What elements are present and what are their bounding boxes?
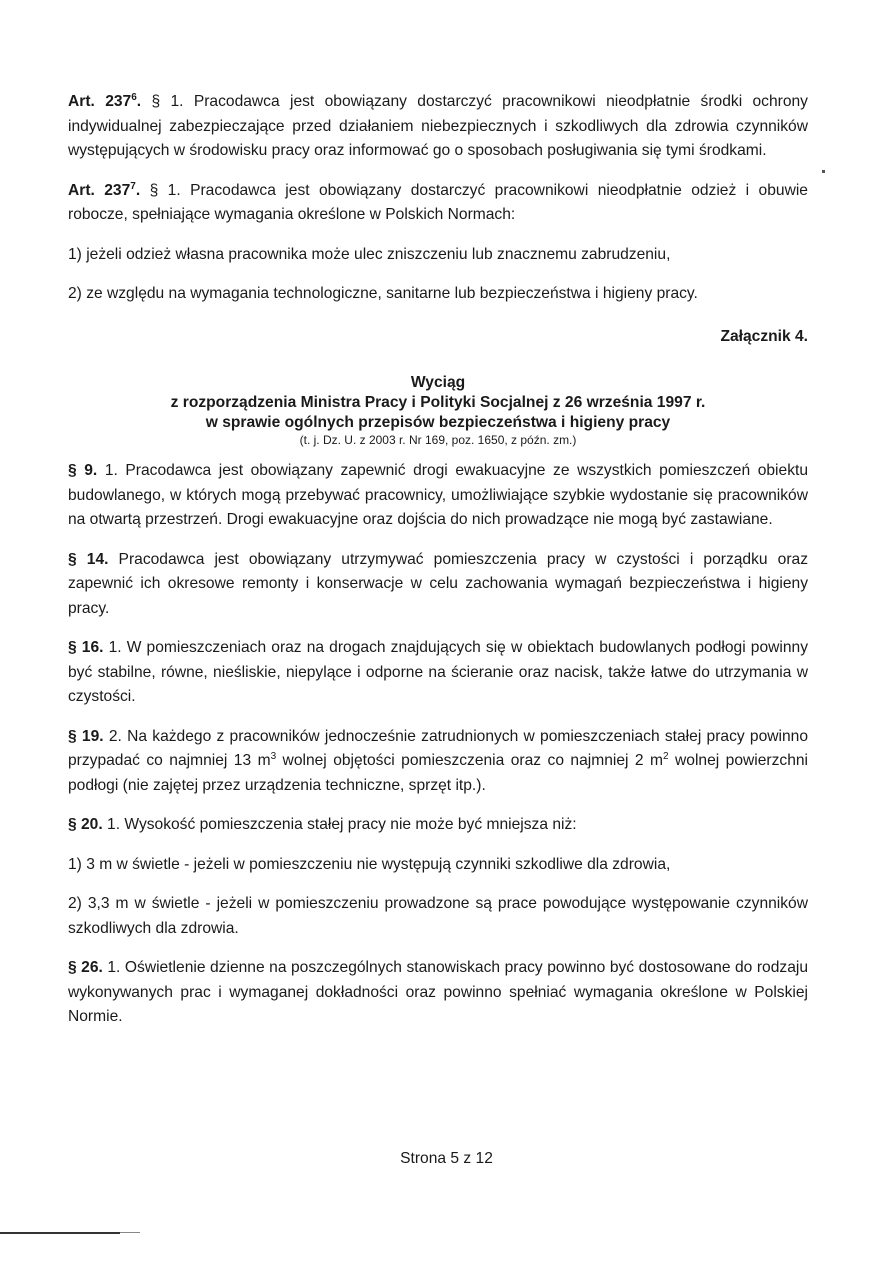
- paragraph-16: [68, 636, 808, 710]
- paragraph-text: Pracodawca jest obowiązany utrzymywać pomieszczenia pracy w czystości i porządku oraz zapewnić ich okresowe remonty i konserwacje w celu zachowania wymagań bezpieczeństwa i higieny pracy.: [68, 550, 808, 617]
- paragraph-label: § 19.: [68, 727, 104, 745]
- paragraph-19: § 19. 2. Na każdego z pracowników jednocześnie zatrudnionych w pomieszczeniach stałej pracy powinno przypadać co najmniej 13 $m^3$ wolnej objętości pomieszczenia oraz co najmniej 2 $m^2$ wolnej powierzchni podłogi (nie zajętej przez urządzenia techniczne, sprzęt itp.).: [68, 727, 809, 794]
- article-label: Art. $237^6$.: [68, 91, 142, 110]
- list-item: 2) 3,3 m w świetle - jeżeli w pomieszczeniu prowadzone są prace powodujące występowanie czynników szkodliwych dla zdrowia.: [68, 895, 808, 937]
- paragraph-text: 1. Wysokość pomieszczenia stałej pracy nie może być mniejsza niż:: [102, 816, 577, 833]
- document-body: [68, 90, 808, 1045]
- article-label: Art. $237^7$.: [68, 180, 141, 199]
- paragraph-20: [68, 813, 808, 838]
- article-237-6: [68, 90, 808, 164]
- paragraph-label: § 14.: [68, 550, 109, 568]
- page-number: Strona 5 z 12: [400, 1150, 493, 1167]
- article-text: § 1. Pracodawca jest obowiązany dostarczyć pracownikowi nieodpłatnie odzież i obuwie robocze, spełniające wymagania określone w Polskich Normach:: [68, 181, 808, 223]
- paragraph-label: § 9.: [68, 462, 98, 479]
- list-item: 2) ze względu na wymagania technologiczne, sanitarne lub bezpieczeństwa i higieny pracy.: [68, 285, 698, 302]
- list-item: 1) 3 m w świetle - jeżeli w pomieszczeniu nie występują czynniki szkodliwe dla zdrowia,: [68, 855, 671, 873]
- annex-label: Załącznik 4.: [720, 327, 808, 345]
- heading-title: Wyciąg: [410, 374, 466, 391]
- scan-artifact: [822, 170, 825, 173]
- scan-edge-line: [0, 1232, 120, 1234]
- article-text: § 1. Pracodawca jest obowiązany dostarczyć pracownikowi nieodpłatnie środki ochrony indywidualnej zabezpieczające przed działaniem niebezpiecznych i szkodliwych dla zdrowia czynników występujących w środowisku pracy oraz informować go o sposobach posługiwania się tymi środkami.: [68, 93, 808, 159]
- paragraph-9: [68, 459, 808, 533]
- article-237-7: [68, 179, 808, 228]
- paragraph-14: [68, 548, 808, 622]
- heading-source: (t. j. Dz. U. z 2003 r. Nr 169, poz. 1650, z późn. zm.): [299, 433, 577, 447]
- paragraph-text: 1. W pomieszczeniach oraz na drogach znajdujących się w obiektach budowlanych podłogi powinny być stabilne, równe, nieśliskie, niepylące i odporne na ścieranie oraz nacisk, także łatwe do utrzymania w czystości.: [68, 639, 808, 705]
- paragraph-label: § 16.: [68, 639, 104, 656]
- heading-subject: w sprawie ogólnych przepisów bezpieczeństwa i higieny pracy: [205, 414, 671, 431]
- paragraph-text: 1. Pracodawca jest obowiązany zapewnić drogi ewakuacyjne ze wszystkich pomieszczeń obiektu budowlanego, w których mogą przebywać pracownicy, umożliwiające szybkie wydostanie się pracowników na otwartą przestrzeń. Drogi ewakuacyjne oraz dojścia do nich prowadzące nie mogą być zastawiane.: [68, 462, 808, 528]
- paragraph-label: § 20.: [68, 816, 103, 833]
- paragraph-26: [68, 956, 808, 1030]
- scan-edge-line: [120, 1232, 140, 1233]
- paragraph-label: § 26.: [68, 959, 103, 976]
- list-item: 1) jeżeli odzież własna pracownika może ulec zniszczeniu lub znacznemu zabrudzeniu,: [68, 245, 671, 263]
- heading-regulation: z rozporządzenia Ministra Pracy i Polityki Socjalnej z 26 września 1997 r.: [170, 394, 706, 411]
- paragraph-text: 1. Oświetlenie dzienne na poszczególnych stanowiskach pracy powinno być dostosowane do rodzaju wykonywanych prac i wymaganej dokładności oraz powinno spełniać wymagania określone w Polskiej Normie.: [68, 959, 809, 1025]
- extract-heading: [68, 373, 808, 447]
